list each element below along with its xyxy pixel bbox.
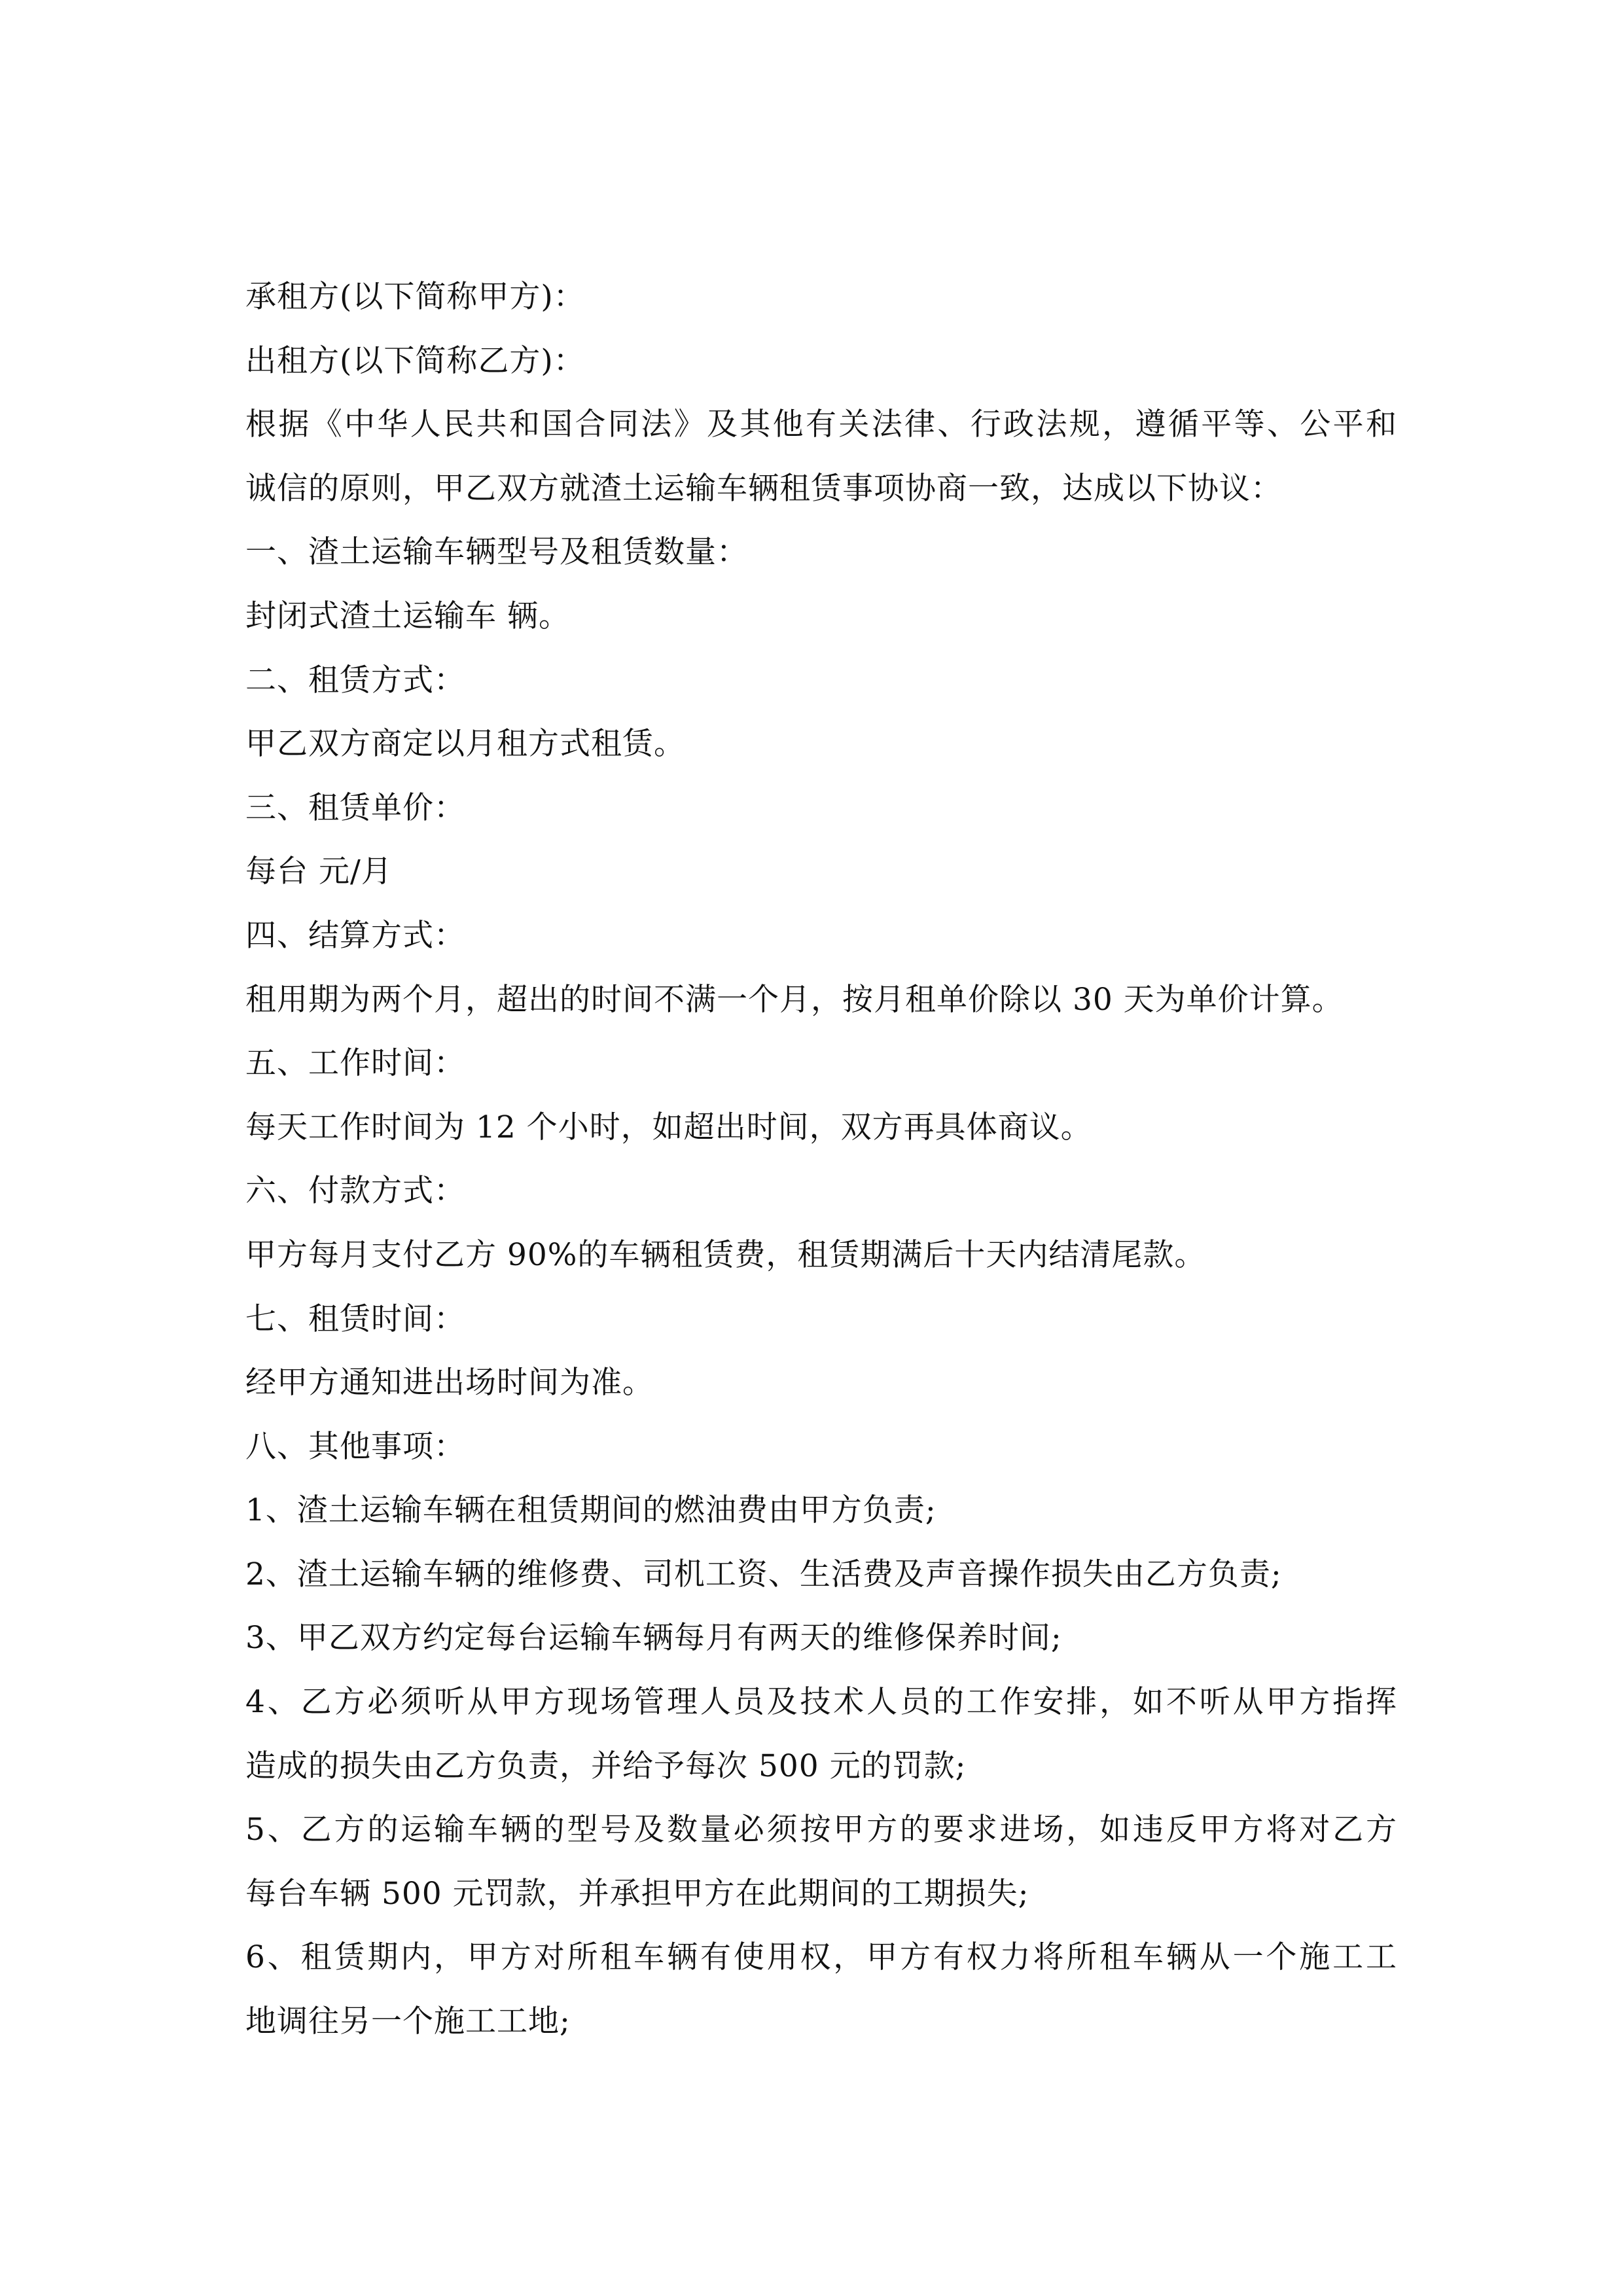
other-item-6-line-2: 地调往另一个施工工地; [245, 2003, 571, 2040]
other-item-4-line-1: 4、乙方必须听从甲方现场管理人员及技术人员的工作安排，如不听从甲方指挥 [245, 1684, 1397, 1721]
section-text-3: 每台 元/月 [245, 853, 393, 890]
other-item-3: 3、甲乙双方约定每台运输车辆每月有两天的维修保养时间; [245, 1620, 1062, 1657]
preamble-line-1: 根据《中华人民共和国合同法》及其他有关法律、行政法规，遵循平等、公平和 [245, 406, 1397, 443]
other-item-4-line-2: 造成的损失由乙方负责，并给予每次 500 元的罚款; [245, 1748, 967, 1784]
section-heading-6: 六、付款方式： [245, 1173, 465, 1210]
lessee-line: 承租方(以下简称甲方)： [245, 279, 585, 315]
section-heading-7: 七、租赁时间： [245, 1300, 465, 1337]
other-item-5-line-2: 每台车辆 500 元罚款，并承担甲方在此期间的工期损失; [245, 1875, 1029, 1912]
section-text-6: 甲方每月支付乙方 90%的车辆租赁费，租赁期满后十天内结清尾款。 [245, 1236, 1206, 1273]
lessor-line: 出租方(以下简称乙方)： [245, 342, 585, 379]
contract-body [245, 265, 1397, 2054]
preamble-line-2: 诚信的原则，甲乙双方就渣土运输车辆租赁事项协商一致，达成以下协议： [245, 470, 1282, 507]
other-item-6-line-1: 6、租赁期内，甲方对所租车辆有使用权，甲方有权力将所租车辆从一个施工工 [245, 1939, 1397, 1976]
section-heading-8: 八、其他事项： [245, 1428, 465, 1465]
section-text-7: 经甲方通知进出场时间为准。 [245, 1365, 654, 1401]
section-heading-4: 四、结算方式： [245, 917, 465, 954]
section-heading-1: 一、渣土运输车辆型号及租赁数量： [245, 534, 748, 571]
section-text-5: 每天工作时间为 12 个小时，如超出时间，双方再具体商议。 [245, 1109, 1092, 1145]
section-text-1: 封闭式渣土运输车 辆。 [245, 598, 570, 634]
other-item-2: 2、渣土运输车辆的维修费、司机工资、生活费及声音操作损失由乙方负责; [245, 1556, 1282, 1592]
section-heading-2: 二、租赁方式： [245, 662, 465, 698]
other-item-5-line-1: 5、乙方的运输车辆的型号及数量必须按甲方的要求进场，如违反甲方将对乙方 [245, 1812, 1397, 1848]
section-heading-3: 三、租赁单价： [245, 789, 465, 826]
other-item-1: 1、渣土运输车辆在租赁期间的燃油费由甲方负责; [245, 1492, 936, 1529]
section-text-4: 租用期为两个月，超出的时间不满一个月，按月租单价除以 30 天为单价计算。 [245, 981, 1344, 1018]
section-text-2: 甲乙双方商定以月租方式租赁。 [245, 726, 685, 762]
section-heading-5: 五、工作时间： [245, 1045, 465, 1082]
